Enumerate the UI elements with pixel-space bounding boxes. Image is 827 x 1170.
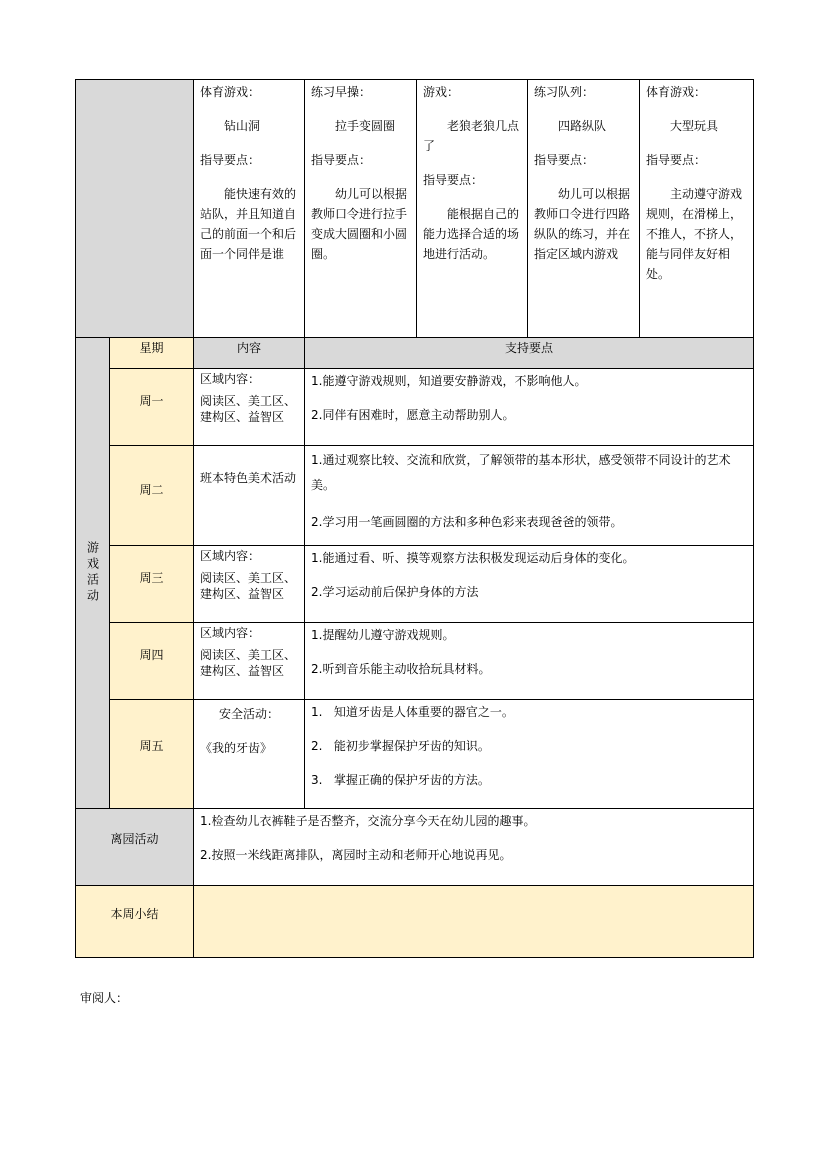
day-cell: [110, 546, 194, 623]
points-cell: [305, 546, 754, 623]
content-cell: [194, 446, 305, 546]
guide-label: 指导要点：: [311, 153, 372, 167]
guide-text: 能根据自己的能力选择合适的场地进行活动。: [423, 207, 520, 261]
content-line: 区域内容：: [200, 372, 261, 386]
activity-name: 钻山洞: [224, 119, 261, 133]
day-cell: [110, 369, 194, 446]
outdoor-label-cell: [76, 80, 194, 338]
content-line: 安全活动：: [218, 707, 279, 721]
activity-type: 体育游戏：: [200, 85, 261, 99]
day-label: 周三: [139, 571, 164, 585]
guide-text: 主动遵守游戏规则，在滑梯上，不推人，不挤人，能与同伴友好相处。: [646, 187, 743, 281]
activity-cell-fri: [640, 80, 754, 338]
point-line: 2. 能初步掌握保护牙齿的知识。: [311, 739, 490, 753]
point-line: 1.检查幼儿衣裤鞋子是否整齐，交流分享今天在幼儿园的趣事。: [200, 814, 536, 828]
header-content: [194, 338, 305, 369]
day-cell: [110, 700, 194, 809]
header-content-text: 内容: [236, 341, 261, 355]
day-label: 周一: [139, 394, 164, 408]
content-line: 区域内容：: [200, 549, 261, 563]
content-line: 阅读区、美工区、建构区、益智区: [200, 571, 297, 601]
activity-cell-mon: [194, 80, 305, 338]
day-label: 周五: [139, 739, 164, 753]
table-row: [76, 546, 754, 623]
activity-name: 大型玩具: [670, 119, 719, 133]
activity-type: 练习早操：: [311, 85, 372, 99]
content-cell: [194, 546, 305, 623]
weekly-plan-table: [75, 79, 754, 958]
point-line: 1.能通过看、听、摸等观察方法积极发现运动后身体的变化。: [311, 551, 635, 565]
day-label: 周四: [139, 648, 164, 662]
leave-label: 离园活动: [110, 832, 159, 846]
activity-cell-thu: [528, 80, 640, 338]
table-row: [76, 446, 754, 546]
content-cell: [194, 623, 305, 700]
guide-text: 幼儿可以根据教师口令进行四路纵队的练习，并在指定区域内游戏: [534, 187, 631, 261]
activity-name: 老狼老狼几点了: [423, 119, 520, 153]
activity-type: 体育游戏：: [646, 85, 707, 99]
summary-row: [76, 886, 754, 958]
content-line: 班本特色美术活动: [200, 471, 297, 485]
guide-text: 幼儿可以根据教师口令进行拉手变成大圆圈和小圆圈。: [311, 187, 408, 261]
outdoor-activities-row: [76, 80, 754, 338]
activity-type: 练习队列：: [534, 85, 595, 99]
guide-label: 指导要点：: [534, 153, 595, 167]
points-cell: [305, 623, 754, 700]
content-line: 区域内容：: [200, 626, 261, 640]
header-day-text: 星期: [139, 341, 164, 355]
point-line: 1.能遵守游戏规则，知道要安静游戏，不影响他人。: [311, 374, 587, 388]
guide-label: 指导要点：: [423, 173, 484, 187]
guide-label: 指导要点：: [200, 153, 261, 167]
points-cell: [305, 700, 754, 809]
header-day: [110, 338, 194, 369]
day-cell: [110, 446, 194, 546]
table-row: [76, 369, 754, 446]
game-section-label: 游戏活动: [85, 541, 100, 605]
content-cell: [194, 700, 305, 809]
header-points-text: 支持要点: [504, 341, 553, 355]
point-line: 2.学习运动前后保护身体的方法: [311, 585, 479, 599]
leave-points-cell: [194, 809, 754, 886]
point-line: 2.按照一米线距离排队，离园时主动和老师开心地说再见。: [200, 848, 512, 862]
activity-cell-wed: [417, 80, 528, 338]
points-cell: [305, 446, 754, 546]
day-label: 周二: [139, 483, 164, 497]
table-row: [76, 700, 754, 809]
content-line: 阅读区、美工区、建构区、益智区: [200, 394, 297, 424]
point-line: 2.听到音乐能主动收拾玩具材料。: [311, 662, 491, 676]
game-section-label-cell: [76, 338, 110, 809]
activity-type: 游戏：: [423, 85, 460, 99]
game-header-row: [76, 338, 754, 369]
header-points: [305, 338, 754, 369]
activity-name: 四路纵队: [558, 119, 607, 133]
content-line: 《我的牙齿》: [200, 741, 273, 755]
point-line: 2.学习用一笔画圆圈的方法和多种色彩来表现爸爸的领带。: [311, 515, 623, 529]
summary-label: 本周小结: [110, 907, 159, 921]
content-line: 阅读区、美工区、建构区、益智区: [200, 648, 297, 678]
guide-text: 能快速有效的站队，并且知道自己的前面一个和后面一个同伴是谁: [200, 187, 297, 261]
point-line: 2.同伴有困难时，愿意主动帮助别人。: [311, 408, 515, 422]
point-line: 1. 知道牙齿是人体重要的器官之一。: [311, 705, 514, 719]
summary-label-cell: [76, 886, 194, 958]
leave-label-cell: [76, 809, 194, 886]
table-row: [76, 623, 754, 700]
guide-label: 指导要点：: [646, 153, 707, 167]
point-line: 1.提醒幼儿遵守游戏规则。: [311, 628, 455, 642]
leave-row: [76, 809, 754, 886]
day-cell: [110, 623, 194, 700]
content-cell: [194, 369, 305, 446]
points-cell: [305, 369, 754, 446]
point-line: 1.通过观察比较、交流和欣赏，了解领带的基本形状，感受领带不同设计的艺术美。: [311, 453, 731, 492]
activity-name: 拉手变圆圈: [335, 119, 396, 133]
point-line: 3. 掌握正确的保护牙齿的方法。: [311, 773, 490, 787]
reviewer-label: 审阅人：: [80, 991, 129, 1005]
activity-cell-tue: [305, 80, 417, 338]
summary-text-cell[interactable]: [194, 886, 754, 958]
